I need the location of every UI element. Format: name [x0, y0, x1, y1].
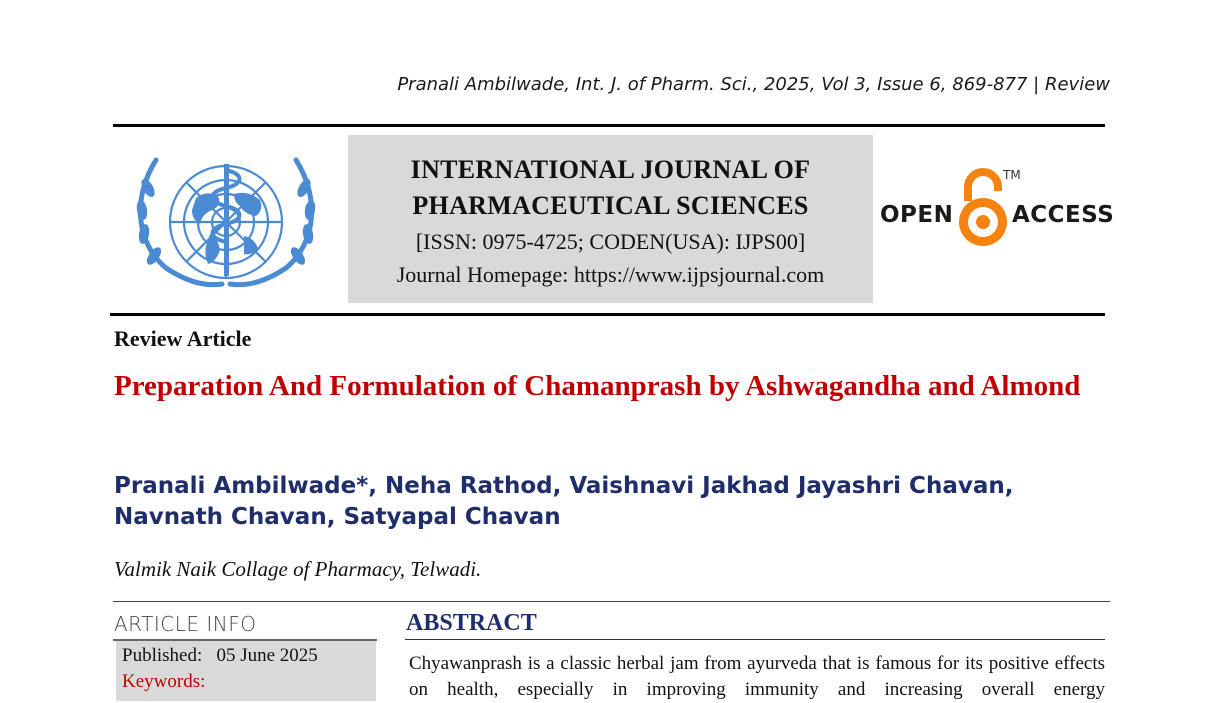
article-authors: Pranali Ambilwade*, Neha Rathod, Vaishnavi Jakhad Jayashri Chavan, Navnath Chavan, Satyapal Chavan [114, 473, 1014, 530]
abstract-text: Chyawanprash is a classic herbal jam from ayurveda that is famous for its positive effects on health, especially in improving immunity and increasing overall energy [409, 653, 1105, 700]
article-title: Preparation And Formulation of Chamanprash by Ashwagandha and Almond [114, 370, 1081, 402]
open-access-logo [880, 165, 1115, 255]
journal-issn: [ISSN: 0975-4725; CODEN(USA): IJPS00] [415, 229, 806, 254]
article-info-heading: ARTICLE INFO [114, 612, 257, 636]
article-affiliation: Valmik Naik Collage of Pharmacy, Telwadi. [114, 557, 482, 581]
journal-banner [348, 135, 873, 303]
keywords-label: Keywords: [122, 671, 206, 692]
journal-name-line1: INTERNATIONAL JOURNAL OF [410, 155, 811, 184]
journal-emblem-icon [126, 138, 326, 306]
open-access-access-text: ACCESS [1012, 202, 1115, 228]
abstract-rule [405, 639, 1105, 640]
header-rule-bottom [110, 313, 1105, 316]
open-access-open-text: OPEN [880, 202, 954, 228]
open-access-trademark: TM [1003, 168, 1021, 182]
section-divider [113, 601, 1110, 602]
header-rule-top [113, 124, 1105, 127]
article-type: Review Article [114, 326, 252, 351]
journal-homepage: Journal Homepage: https://www.ijpsjournal.com [396, 262, 825, 287]
citation-line: Pranali Ambilwade, Int. J. of Pharm. Sci., 2025, Vol 3, Issue 6, 869-877 | Review [397, 74, 1110, 95]
abstract-heading: ABSTRACT [406, 610, 537, 636]
journal-name-line2: PHARMACEUTICAL SCIENCES [412, 191, 809, 220]
published-date: Published: 05 June 2025 [122, 645, 318, 666]
